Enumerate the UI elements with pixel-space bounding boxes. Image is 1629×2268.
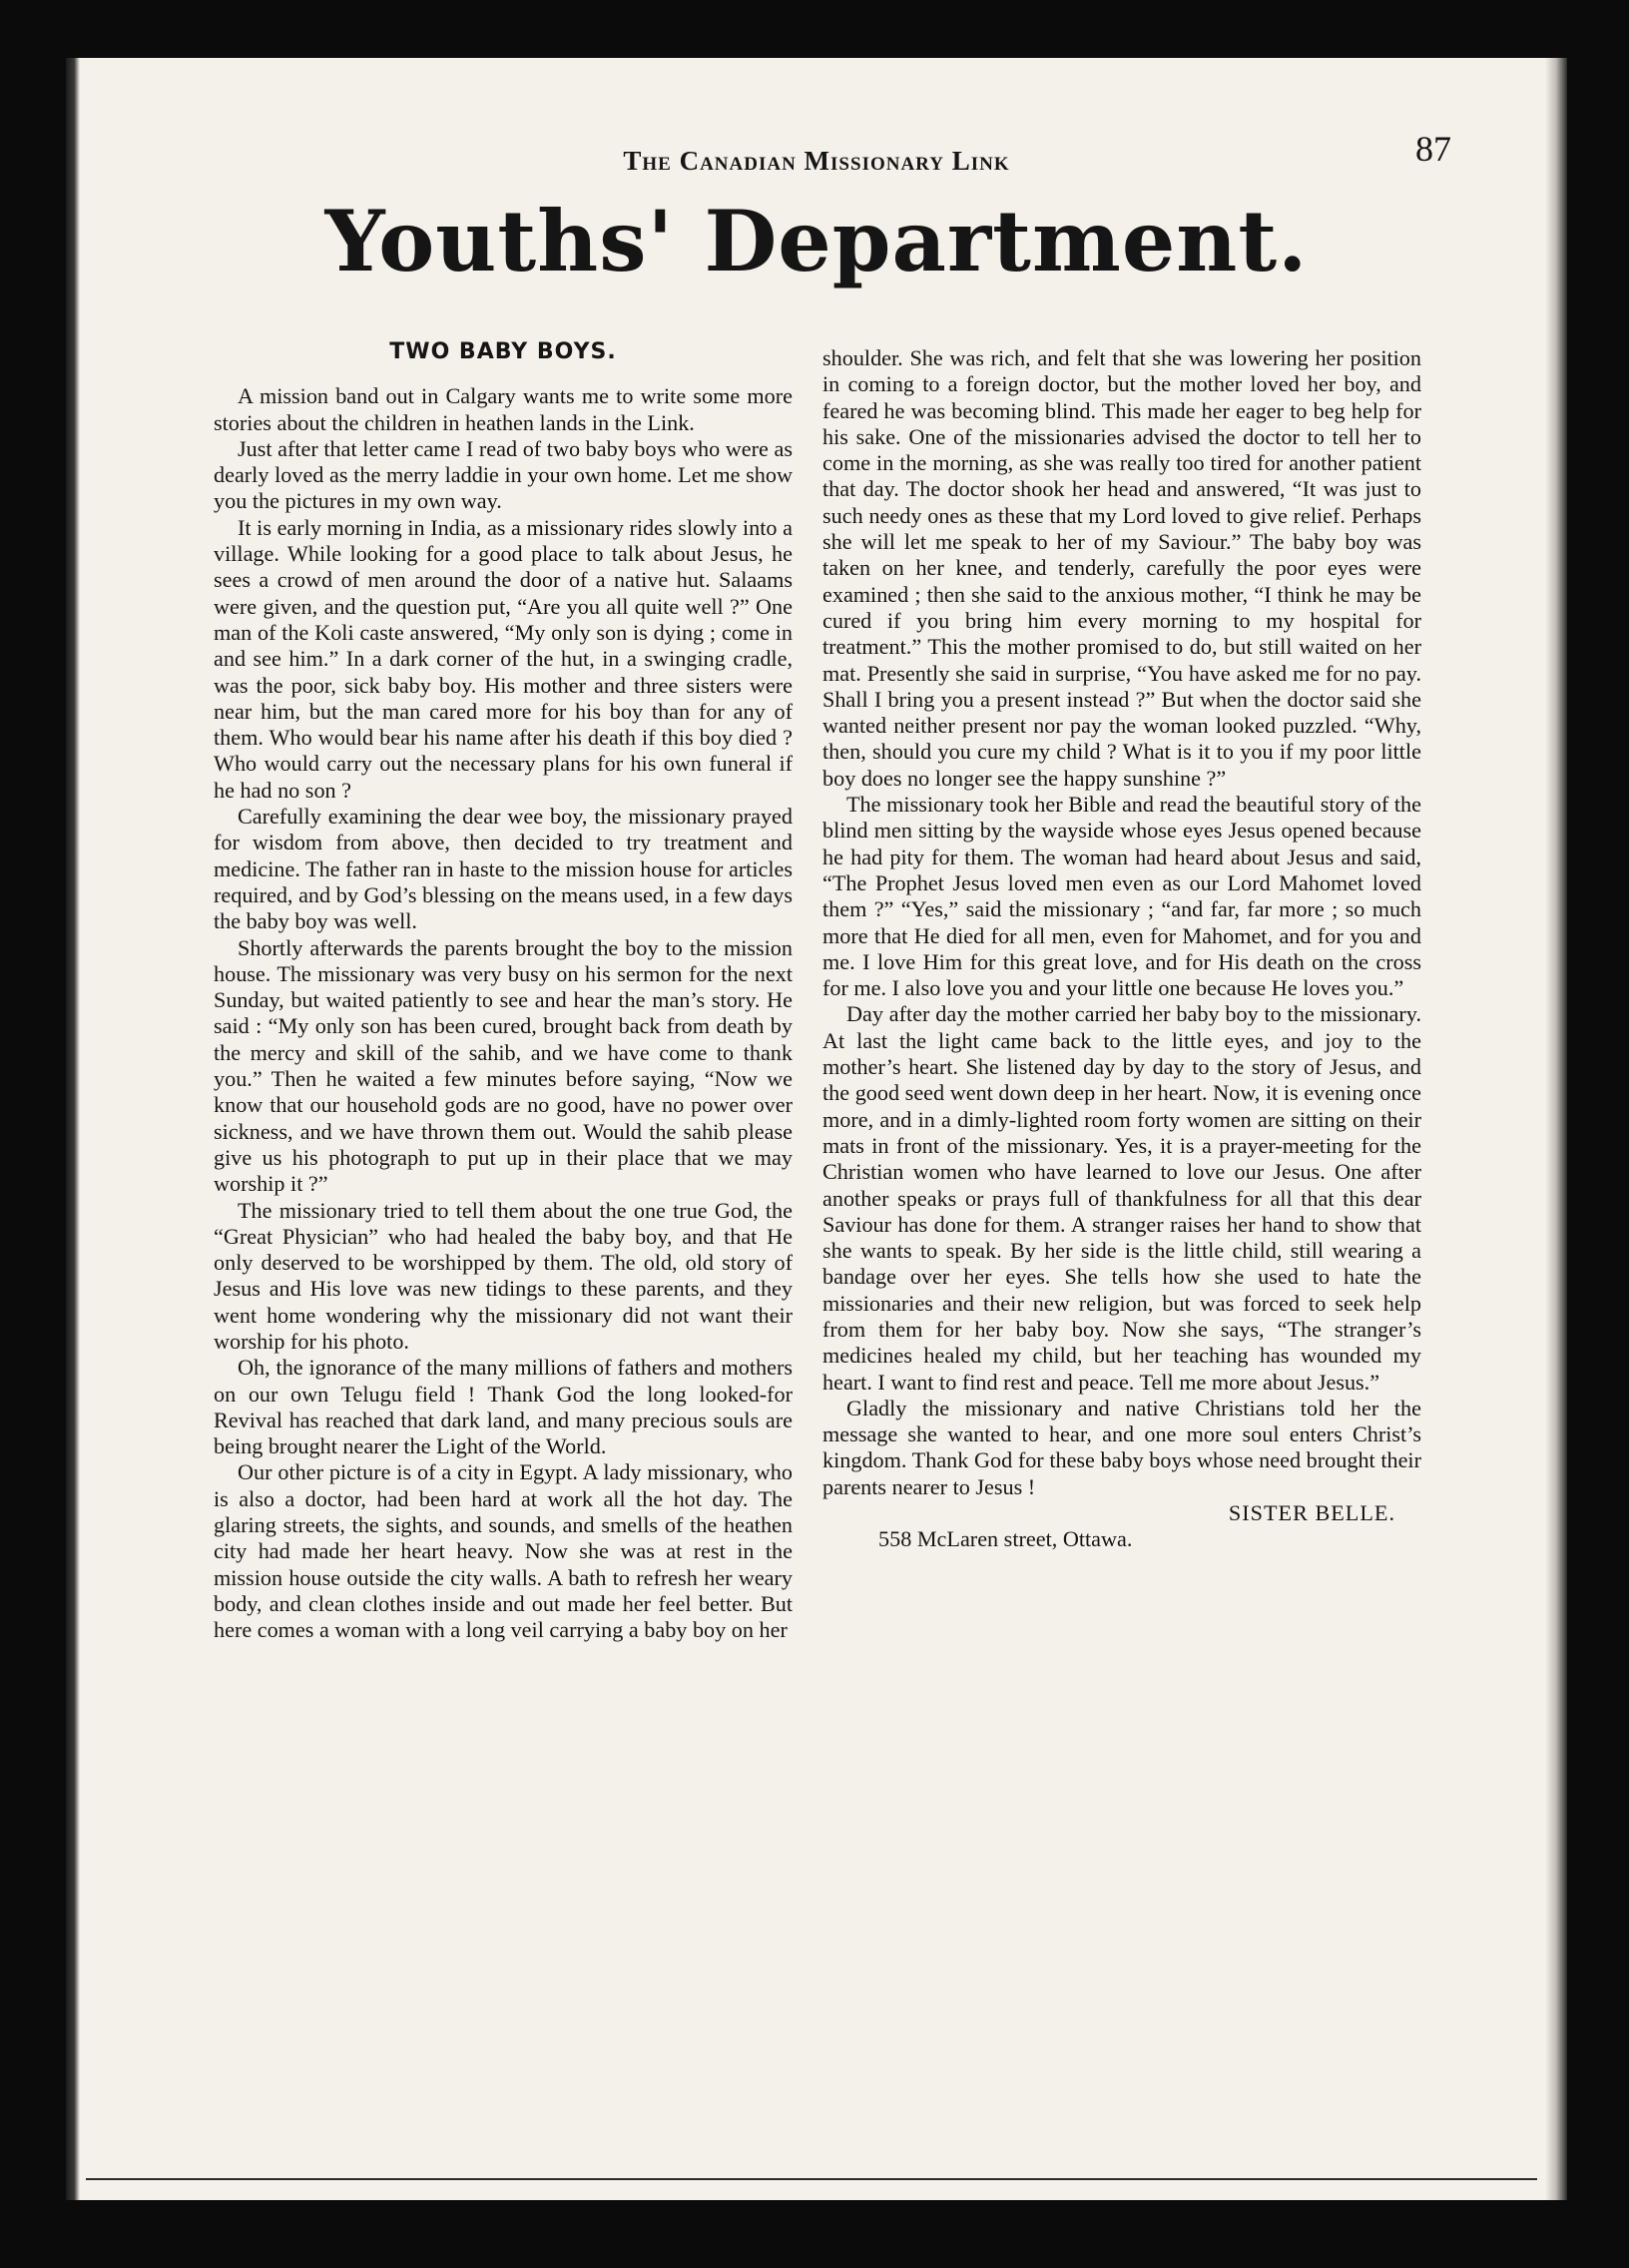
author-signature: SISTER BELLE. <box>1228 1500 1395 1526</box>
paragraph: Day after day the mother carried her baby boy to the missionary. At last the light came back to the little eyes, and joy to the mother’s heart. She listened day by day to the story of Jesus, and the good seed went down deep in her heart. Now, it is evening once more, and in a dimly-lighted room forty women are sitting on their mats in front of the missionary. Yes, it is a prayer-meeting for the Christian women who have learned to love our Jesus. One after another speaks or prays full of thankfulness for all that this dear Saviour has done for them. A stranger raises her hand to show that she wants to speak. By her side is the little child, still wearing a bandage over her eyes. She tells how she used to hate the missionaries and their new religion, but was forced to seek help from them for her baby boy. Now she says, “The stranger’s medicines healed my child, but her teaching has wounded my heart. I want to find rest and peace. Tell me more about Jesus.” <box>822 1001 1421 1395</box>
page-number: 87 <box>1415 129 1451 169</box>
left-column <box>214 339 793 1644</box>
paragraph: It is early morning in India, as a missionary rides slowly into a village. While looking for a good place to talk about Jesus, he sees a crowd of men around the door of a native hut. Salaams were given, and the question put, “Are you all quite well ?” One man of the Koli caste answered, “My only son is dying ; come in and see him.” In a dark corner of the hut, in a swinging cradle, was the poor, sick baby boy. His mother and three sisters were near him, but the man cared more for his boy than for any of them. Who would bear his name after his death if this boy died ? Who would carry out the necessary plans for his own funeral if he had no son ? <box>214 514 793 803</box>
right-column <box>822 345 1421 1553</box>
running-head: The Canadian Missionary Link <box>623 146 1010 176</box>
page-edge-shadow <box>1545 58 1567 2200</box>
section-heading: Youths' Department. <box>324 192 1309 290</box>
paragraph: Gladly the missionary and native Christians told her the message she wanted to hear, and one more soul enters Christ’s kingdom. Thank God for these baby boys whose need brought their parents nearer to Jesus ! <box>822 1395 1421 1499</box>
author-address: 558 McLaren street, Ottawa. <box>878 1526 1133 1552</box>
paragraph: Oh, the ignorance of the many millions of fathers and mothers on our own Telugu field ! Thank God the long looked-for Revival has reached that dark land, and many precious souls are being brought nearer the Light of the World. <box>214 1355 793 1459</box>
paragraph-continuation: shoulder. She was rich, and felt that she was lowering her position in coming to a foreign doctor, but the mother loved her boy, and feared he was becoming blind. This made her eager to beg help for his sake. One of the missionaries advised the doctor to tell her to come in the morning, as she was really too tired for another patient that day. The doctor shook her head and answered, “It was just to such needy ones as these that my Lord loved to give relief. Perhaps she will let me speak to her of my Saviour.” The baby boy was taken on her knee, and tenderly, carefully the poor eyes were examined ; then she said to the anxious mother, “I think he may be cured if you bring him every morning to my hospital for treatment.” This the mother promised to do, but still waited on her mat. Presently she said in surprise, “You have asked me for no pay. Shall I bring you a present instead ?” But when the doctor said she wanted neither present nor pay the woman looked puzzled. “Why, then, should you cure my child ? What is it to you if my poor little boy does no longer see the happy sunshine ?” <box>822 345 1421 791</box>
paragraph: Carefully examining the dear wee boy, the missionary prayed for wisdom from above, then decided to try treatment and medicine. The father ran in haste to the mission house for articles required, and by God’s blessing on the means used, in a few days the baby boy was well. <box>214 804 793 934</box>
paragraph: Just after that letter came I read of two baby boys who were as dearly loved as the merry laddie in your own home. Let me show you the pictures in my own way. <box>214 435 793 514</box>
paragraph: A mission band out in Calgary wants me to write some more stories about the children in heathen lands in the Link. <box>214 383 793 435</box>
page-spine-shadow <box>66 58 80 2200</box>
paragraph: Our other picture is of a city in Egypt. A lady missionary, who is also a doctor, had been hard at work all the hot day. The glaring streets, the sights, and sounds, and smells of the heathen city had made her heart heavy. Now she was at rest in the mission house outside the city walls. A bath to refresh her weary body, and clean clothes inside and out made her feel better. But here comes a woman with a long veil carrying a baby boy on her <box>214 1459 793 1643</box>
paragraph: Shortly afterwards the parents brought the boy to the mission house. The missionary was very busy on his sermon for the next Sunday, but waited patiently to see and hear the man’s story. He said : “My only son has been cured, brought back from death by the mercy and skill of the sahib, and we have come to thank you.” Then he waited a few minutes before saying, “Now we know that our household gods are no good, have no power over sickness, and we have thrown them out. Would the sahib please give us his photograph to put up in their place that we may worship it ?” <box>214 934 793 1197</box>
article-title: TWO BABY BOYS. <box>389 339 617 364</box>
paragraph: The missionary tried to tell them about the one true God, the “Great Physician” who had healed the baby boy, and that He only deserved to be worshipped by them. The old, old story of Jesus and His love was new tidings to these parents, and they went home wondering why the missionary did not want their worship for his photo. <box>214 1197 793 1354</box>
paragraph: The missionary took her Bible and read the beautiful story of the blind men sitting by the wayside whose eyes Jesus opened because he had pity for them. The woman had heard about Jesus and said, “The Prophet Jesus loved men even as our Lord Mahomet loved them ?” “Yes,” said the missionary ; “and far, far more ; so much more that He died for all men, even for Mahomet, and for you and me. I love Him for this great love, and for His death on the cross for me. I also love you and your little one because He loves you.” <box>822 792 1421 1001</box>
bottom-rule <box>86 2178 1537 2180</box>
magazine-page <box>66 58 1567 2200</box>
